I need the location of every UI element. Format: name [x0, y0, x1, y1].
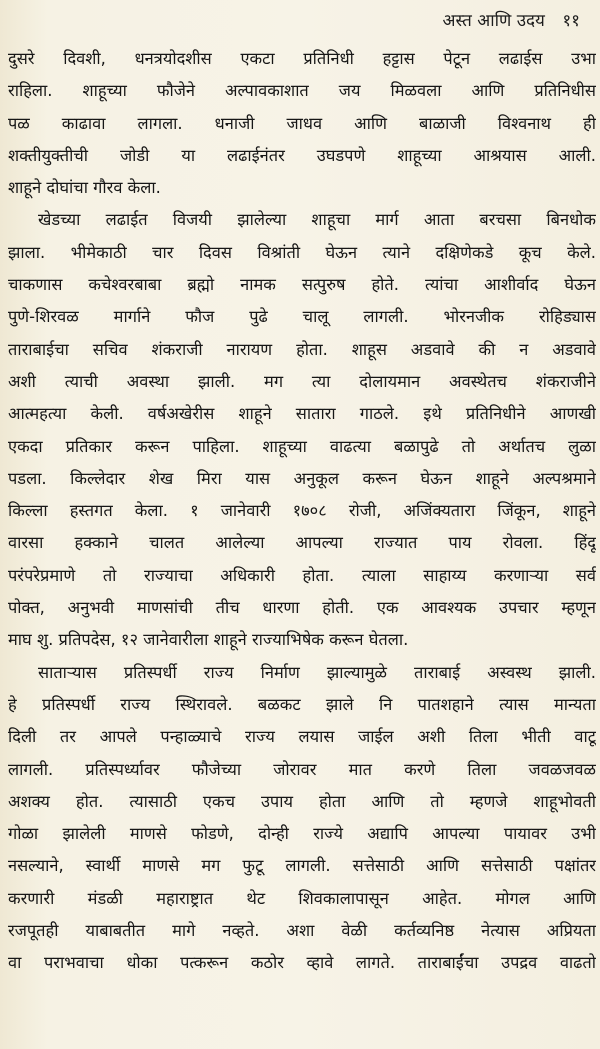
- text-line: हे प्रतिस्पर्धी राज्य स्थिरावले. बळकट झाले नि पातशहाने त्यास मान्यता: [8, 694, 596, 714]
- text-line: एकदा प्रतिकार करून पाहिला. शाहूच्या वाढत्या बळापुढे तो अर्थातच लुळा: [8, 436, 596, 456]
- text-line: दिली तर आपले पन्हाळ्याचे राज्य लयास जाईल अशी तिला भीती वाटू: [8, 727, 596, 747]
- text-line: माघ शु. प्रतिपदेस, १२ जानेवारीला शाहूने राज्याभिषेक करून घेतला.: [8, 630, 409, 650]
- text-line: पुणे-शिरवळ मार्गाने फौज पुढे चालू लागली. भोरनजीक रोहिड्यास: [8, 307, 596, 327]
- text-line: शक्तीयुक्तीची जोडी या लढाईनंतर उघडपणे शाहूच्या आश्रयास आली.: [8, 145, 596, 165]
- text-line: खेडच्या लढाईत विजयी झालेल्या शाहूचा मार्ग आता बरचसा बिनधोक: [38, 210, 596, 230]
- text-line: परंपरेप्रमाणे तो राज्याचा अधिकारी होता. त्याला साहाय्य करणाऱ्या सर्व: [8, 565, 596, 585]
- text-line: करणारी मंडळी महाराष्ट्रात थेट शिवकालापासून आहेत. मोगल आणि: [8, 888, 596, 908]
- text-line: राहिला. शाहूच्या फौजेने अल्पावकाशात जय मिळवला आणि प्रतिनिधीस: [8, 81, 596, 101]
- text-line: पळ काढावा लागला. धनाजी जाधव आणि बाळाजी विश्वनाथ ही: [8, 113, 596, 133]
- text-line: पडला. किल्लेदार शेख मिरा यास अनुकूल करून घेऊन शाहूने अल्पश्रमाने: [8, 468, 596, 488]
- page-number: ११: [562, 11, 580, 31]
- text-line: वारसा हक्काने चालत आलेल्या आपल्या राज्यात पाय रोवला. हिंदू: [8, 533, 596, 553]
- text-line: अशी त्याची अवस्था झाली. मग त्या दोलायमान अवस्थेतच शंकराजीने: [8, 371, 596, 391]
- text-line: आत्महत्या केली. वर्षअखेरीस शाहूने सातारा गाठले. इथे प्रतिनिधीने आणखी: [8, 404, 596, 424]
- running-header: [443, 8, 580, 31]
- text-line: वा पराभवाचा धोका पत्करून कठोर व्हावे लागते. ताराबाईंचा उपद्रव वाढतो: [8, 953, 596, 973]
- text-line: अशक्य होत. त्यासाठी एकच उपाय होता आणि तो म्हणजे शाहूभोवती: [8, 791, 596, 811]
- text-line: लागली. प्रतिस्पर्ध्यावर फौजेच्या जोरावर मात करणे तिला जवळजवळ: [8, 759, 596, 779]
- text-line: झाला. भीमेकाठी चार दिवस विश्रांती घेऊन त्याने दक्षिणेकडे कूच केले.: [8, 242, 596, 262]
- text-line: पोक्त, अनुभवी माणसांची तीच धारणा होती. एक आवश्यक उपचार म्हणून: [8, 598, 596, 618]
- text-line: किल्ला हस्तगत केला. १ जानेवारी १७०८ रोजी, अजिंक्यतारा जिंकून, शाहूने: [8, 501, 596, 521]
- text-line: चाकणास कचेश्वरबाबा ब्रह्मो नामक सत्पुरुष होते. त्यांचा आशीर्वाद घेऊन: [8, 275, 596, 295]
- text-line: गोळा झालेली माणसे फोडणे, दोन्ही राज्ये अद्यापि आपल्या पायावर उभी: [8, 824, 596, 844]
- text-line: दुसरे दिवशी, धनत्रयोदशीस एकटा प्रतिनिधी हट्टास पेटून लढाईस उभा: [8, 49, 596, 68]
- text-line: शाहूने दोघांचा गौरव केला.: [8, 178, 161, 198]
- text-line: नसल्याने, स्वार्थी माणसे मग फुटू लागली. सत्तेसाठी आणि सत्तेसाठी पक्षांतर: [8, 856, 596, 876]
- body-text: [8, 43, 596, 980]
- text-line: रजपूतही याबाबतीत मागे नव्हते. अशा वेळी कर्तव्यनिष्ठ नेत्यास अप्रियता: [8, 921, 596, 941]
- text-line: साताऱ्यास प्रतिस्पर्धी राज्य निर्माण झाल्यामुळे ताराबाई अस्वस्थ झाली.: [38, 662, 596, 682]
- chapter-title: अस्त आणि उदय: [442, 11, 545, 31]
- text-line: ताराबाईचा सचिव शंकराजी नारायण होता. शाहूस अडवावे की न अडवावे: [8, 339, 596, 359]
